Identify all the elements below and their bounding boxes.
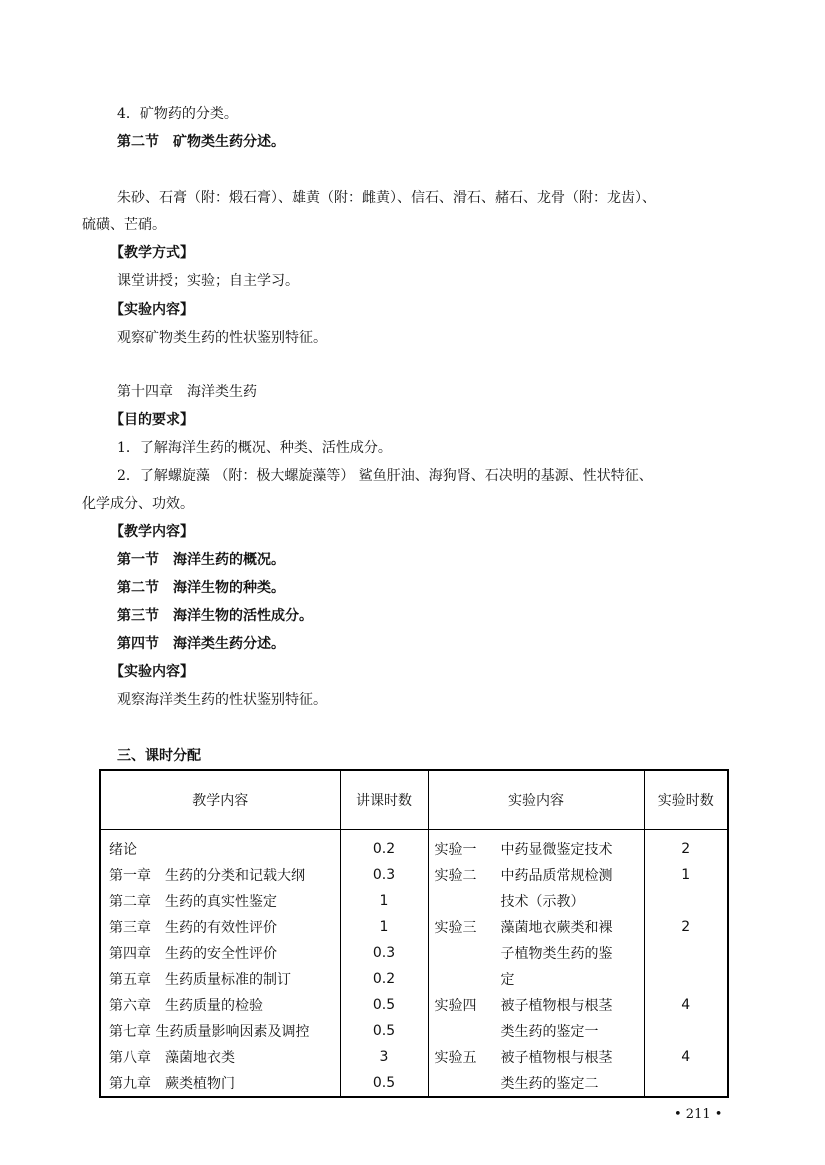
experiment-name: 类生药的鉴定二 (500, 1076, 599, 1092)
lecture-hours-cell: 1 (340, 888, 428, 914)
table-row (100, 966, 728, 992)
experiment-cell (428, 1070, 644, 1097)
lecture-hours-cell: 0.5 (340, 1070, 428, 1097)
table-row (100, 914, 728, 940)
table-row (100, 992, 728, 1018)
table-row (100, 940, 728, 966)
bracket-heading: 【实验内容】 (110, 664, 194, 680)
lecture-hours-cell: 0.2 (340, 966, 428, 992)
experiment-name: 类生药的鉴定一 (500, 1024, 599, 1040)
experiment-number: 实验一 (434, 842, 477, 858)
table-row (100, 1018, 728, 1044)
topic-cell: 第三章 生药的有效性评价 (100, 914, 340, 940)
bracket-heading: 【教学内容】 (110, 524, 194, 540)
experiment-cell (428, 940, 644, 966)
table-section-title: 三、课时分配 (117, 748, 201, 764)
experiment-hours-cell (644, 1018, 728, 1044)
experiment-number: 实验二 (434, 868, 477, 884)
table-row (100, 830, 728, 863)
page-number: • 211 • (674, 1107, 723, 1122)
topic-cell: 第九章 蕨类植物门 (100, 1070, 340, 1097)
experiment-cell (428, 862, 644, 888)
section-heading: 第二节 矿物类生药分述。 (117, 134, 285, 150)
experiment-hours-cell: 1 (644, 862, 728, 888)
topic-cell: 绪论 (100, 830, 340, 863)
table-row (100, 862, 728, 888)
experiment-name: 中药显微鉴定技术 (500, 842, 613, 858)
topic-cell: 第二章 生药的真实性鉴定 (100, 888, 340, 914)
text-line: 1．了解海洋生药的概况、种类、活性成分。 (117, 440, 392, 456)
table-header-row (100, 770, 728, 830)
experiment-cell (428, 992, 644, 1018)
topic-cell: 第八章 藻菌地衣类 (100, 1044, 340, 1070)
experiment-hours-cell: 4 (644, 992, 728, 1018)
chapter-title: 第十四章 海洋类生药 (117, 384, 257, 400)
experiment-cell (428, 914, 644, 940)
header-experiment-hours: 实验时数 (644, 770, 728, 830)
text-line: 硫磺、芒硝。 (82, 217, 166, 233)
experiment-name: 被子植物根与根茎 (500, 1050, 613, 1066)
section-heading: 第四节 海洋类生药分述。 (117, 636, 285, 652)
experiment-number: 实验三 (434, 920, 477, 936)
experiment-number: 实验四 (434, 998, 477, 1014)
text-line: 2．了解螺旋藻 （附：极大螺旋藻等） 鲨鱼肝油、海狗肾、石决明的基源、性状特征、 (117, 468, 653, 484)
text-line: 观察矿物类生药的性状鉴别特征。 (117, 330, 327, 346)
header-lecture-hours: 讲课时数 (340, 770, 428, 830)
section-heading: 第二节 海洋生物的种类。 (117, 580, 285, 596)
lecture-hours-cell: 0.3 (340, 940, 428, 966)
text-line: 课堂讲授；实验；自主学习。 (117, 273, 299, 289)
header-teaching-content: 教学内容 (100, 770, 340, 830)
topic-cell: 第四章 生药的安全性评价 (100, 940, 340, 966)
text-line: 化学成分、功效。 (82, 496, 194, 512)
text-line: 观察海洋类生药的性状鉴别特征。 (117, 692, 327, 708)
experiment-name: 技术（示教） (500, 894, 585, 910)
bracket-heading: 【教学方式】 (110, 245, 194, 261)
experiment-cell (428, 966, 644, 992)
lecture-hours-cell: 3 (340, 1044, 428, 1070)
experiment-hours-cell: 4 (644, 1044, 728, 1070)
bracket-heading: 【目的要求】 (110, 412, 194, 428)
section-heading: 第三节 海洋生物的活性成分。 (117, 608, 313, 624)
topic-cell: 第七章 生药质量影响因素及调控 (100, 1018, 340, 1044)
experiment-cell (428, 1018, 644, 1044)
lecture-hours-cell: 1 (340, 914, 428, 940)
text-line: 朱砂、石膏（附：煅石膏）、雄黄（附：雌黄）、信石、滑石、赭石、龙骨（附：龙齿）、 (117, 190, 656, 206)
table-row (100, 1070, 728, 1097)
experiment-number: 实验五 (434, 1050, 477, 1066)
lecture-hours-cell: 0.5 (340, 1018, 428, 1044)
experiment-hours-cell: 2 (644, 830, 728, 863)
lecture-hours-cell: 0.3 (340, 862, 428, 888)
experiment-name: 子植物类生药的鉴 (500, 946, 613, 962)
experiment-cell (428, 888, 644, 914)
table-row (100, 888, 728, 914)
topic-cell: 第一章 生药的分类和记载大纲 (100, 862, 340, 888)
experiment-hours-cell (644, 888, 728, 914)
experiment-name: 被子植物根与根茎 (500, 998, 613, 1014)
lecture-hours-cell: 0.5 (340, 992, 428, 1018)
experiment-hours-cell (644, 940, 728, 966)
hours-table (99, 769, 729, 1098)
experiment-cell (428, 830, 644, 863)
experiment-name: 定 (500, 972, 515, 988)
experiment-cell (428, 1044, 644, 1070)
lecture-hours-cell: 0.2 (340, 830, 428, 863)
table-row (100, 1044, 728, 1070)
experiment-hours-cell: 2 (644, 914, 728, 940)
experiment-name: 藻菌地衣蕨类和裸 (500, 920, 613, 936)
topic-cell: 第六章 生药质量的检验 (100, 992, 340, 1018)
bracket-heading: 【实验内容】 (110, 302, 194, 318)
section-heading: 第一节 海洋生药的概况。 (117, 552, 285, 568)
text-line: 4．矿物药的分类。 (117, 106, 238, 122)
experiment-hours-cell (644, 1070, 728, 1097)
header-experiment-content: 实验内容 (428, 770, 644, 830)
experiment-name: 中药品质常规检测 (500, 868, 613, 884)
topic-cell: 第五章 生药质量标准的制订 (100, 966, 340, 992)
experiment-hours-cell (644, 966, 728, 992)
